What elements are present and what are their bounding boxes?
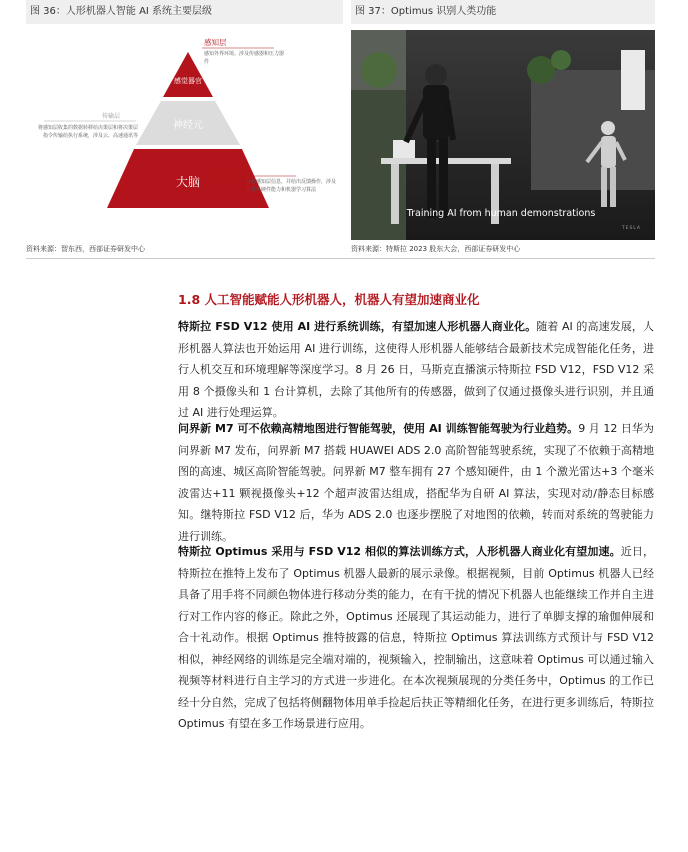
paragraph-2-lead: 问界新 M7 可不依赖高精地图进行智能驾驶，使用 AI 训练智能驾驶为行业趋势。	[178, 422, 579, 435]
paragraph-3-lead: 特斯拉 Optimus 采用与 FSD V12 相似的算法训练方式，人形机器人商业化有望加速。	[178, 545, 621, 558]
perception-layer-heading: 感知层	[204, 38, 227, 47]
figure-37-photo	[351, 30, 655, 240]
section-heading: 1.8 人工智能赋能人形机器人，机器人有望加速商业化	[178, 292, 480, 307]
tesla-watermark: TESLA	[621, 226, 641, 231]
pyramid-top-label: 感觉器官	[174, 77, 202, 85]
paragraph-2-body: 9 月 12 日华为问界新 M7 发布，问界新 M7 搭载 HUAWEI ADS 2.0 高阶智能驾驶系统，实现了不依赖于高精地图的高速、城区高阶智能驾驶。问界新 M7 整车拥有 27 个感知硬件，由 1 个激光雷达+3 个毫米波雷达+11 颗视摄像头+12 个超声波雷达组成，搭配华为自研 AI 算法，实现对动/静态目标感知。继特斯拉 FSD V12 后，华为 ADS 2.0 也逐步摆脱了对地图的依赖，转而对系统的驾驶能力进行训练。	[178, 422, 654, 543]
transmission-layer-heading: 传输层	[102, 113, 121, 120]
paragraph-aito-m7	[178, 418, 654, 547]
video-caption: Training AI from human demonstrations	[406, 208, 596, 219]
transmission-layer-description: 将感知层收集的数据转移给决策层和将决策层指令传输给执行系统，涉及云、高速通讯等	[38, 125, 138, 139]
optimus-demo-photo	[351, 30, 655, 240]
paragraph-optimus	[178, 541, 654, 735]
pyramid-middle-label: 神经元	[173, 120, 203, 131]
figure-37-source: 资料来源：特斯拉 2023 股东大会，西部证券研发中心	[351, 245, 521, 253]
figure-separator	[26, 258, 655, 259]
figure-36-source: 资料来源：智东西，西部证券研发中心	[26, 245, 145, 253]
figure-37-title: 图 37：Optimus 识别人类功能	[351, 0, 655, 24]
paragraph-3-body: 近日，特斯拉在推特上发布了 Optimus 机器人最新的展示录像。根据视频，目前 Optimus 机器人已经具备了用手将不同颜色物体进行移动分类的能力，在有干扰的情况下机器人也能继续工作并自主进行对工作内容的修正。除此之外，Optimus 还展现了其运动能力，进行了单脚支撑的瑜伽伸展和合十礼动作。根据 Optimus 推特披露的信息，特斯拉 Optimus 算法训练方式预计与 FSD V12 相似，神经网络的训练是完全端对端的，视频输入，控制输出，这意味着 Optimus 可以通过输入视频等材料进行自主学习的方式进一步进化。在本次视频展现的分类任务中，Optimus 的工作已经十分自然，完成了包括将侧翻物体用单手捡起后扶正等精细化任务，在进行更多训练后，特斯拉 Optimus 有望在多工作场景进行应用。	[178, 545, 654, 730]
perception-layer-description: 感知外界环境、涉及传感器和压力器件	[204, 51, 284, 65]
paragraph-1-body: 随着 AI 的高速发展，人形机器人算法也开始运用 AI 进行训练，这使得人形机器人能够结合最新技术完成智能化任务，进行人机交互和环境理解等深度学习。8 月 26 日，马斯克直播演示特斯拉 FSD V12，FSD V12 采用 8 个摄像头和 1 台计算机，去除了其他所有的传感器，做到了仅通过摄像头进行识别，并且通过 AI 进行处理运算。	[178, 320, 655, 419]
paragraph-1-lead: 特斯拉 FSD V12 使用 AI 进行系统训练，有望加速人形机器人商业化。	[178, 320, 537, 333]
pyramid-bottom-label: 大脑	[175, 175, 201, 189]
figure-36-pyramid-diagram	[26, 30, 343, 240]
decision-layer-description: 分析感知层信息，并给出反馈操作，涉及计算机硬件能力和机器学习算法	[246, 179, 337, 193]
paragraph-fsd-v12	[178, 316, 654, 424]
figure-36-title: 图 36：人形机器人智能 AI 系统主要层级	[26, 0, 343, 24]
human-demonstrator	[425, 64, 447, 86]
decision-layer-heading: 决策层	[216, 166, 239, 175]
